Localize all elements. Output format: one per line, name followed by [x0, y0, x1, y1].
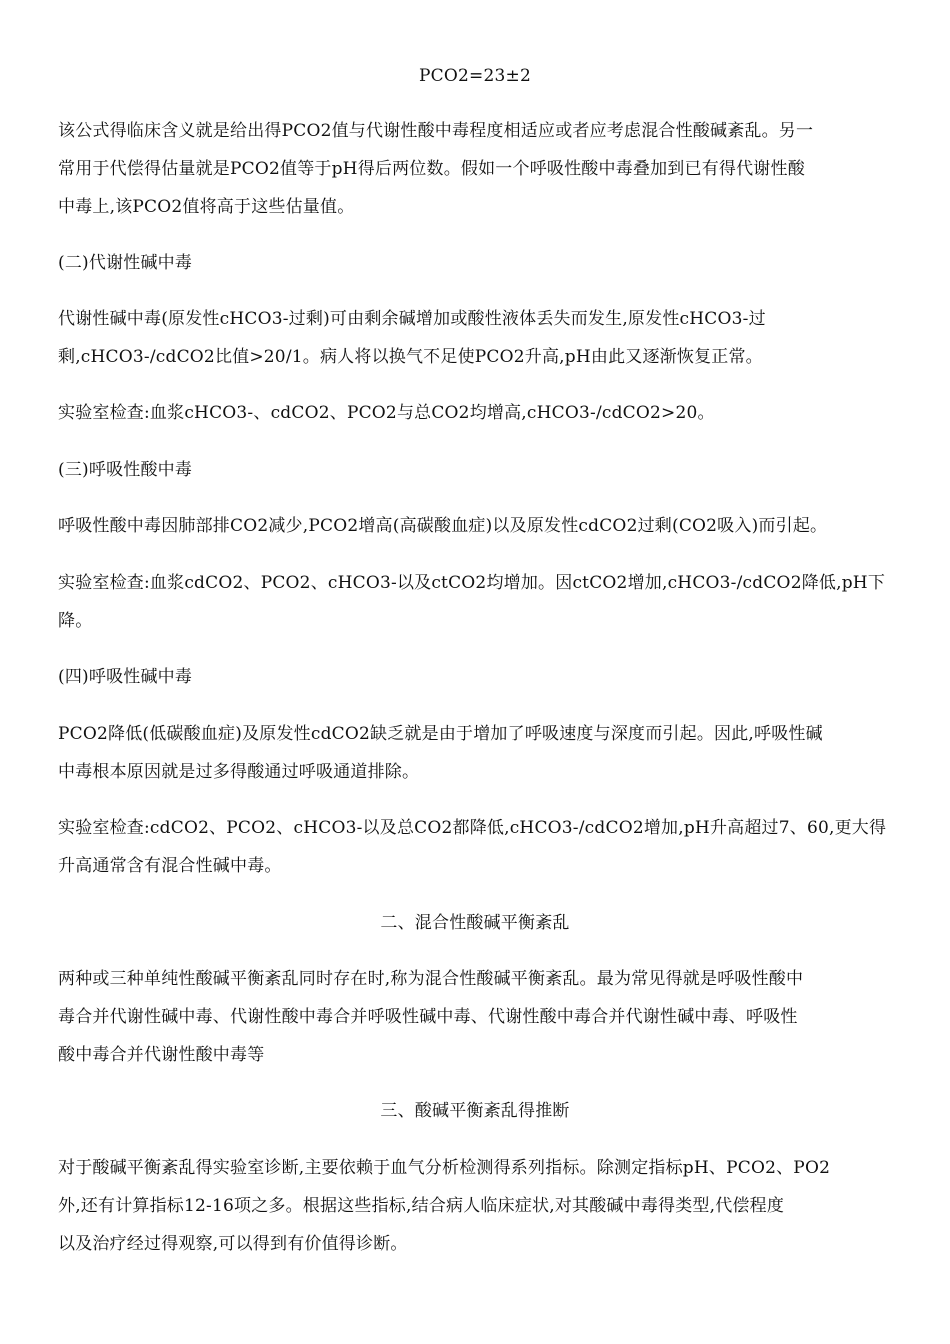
text-line: 对于酸碱平衡紊乱得实验室诊断,主要依赖于血气分析检测得系列指标。除测定指标pH、PCO2、PO2 — [58, 1158, 831, 1178]
text-line: 常用于代偿得估量就是PCO2值等于pH得后两位数。假如一个呼吸性酸中毒叠加到已有得代谢性酸 — [58, 159, 805, 179]
section-heading-metabolic-alkalosis: (二)代谢性碱中毒 — [58, 253, 193, 273]
text-line: 毒合并代谢性碱中毒、代谢性酸中毒合并呼吸性碱中毒、代谢性酸中毒合并代谢性碱中毒、呼吸性 — [58, 1007, 798, 1027]
text-line: 以及治疗经过得观察,可以得到有价值得诊断。 — [58, 1234, 408, 1254]
text-line: 剩,cHCO3-/cdCO2比值>20/1。病人将以换气不足使PCO2升高,pH由此又逐渐恢复正常。 — [58, 347, 763, 367]
text-line: 中毒根本原因就是过多得酸通过呼吸通道排除。 — [58, 762, 420, 782]
section-heading-respiratory-alkalosis: (四)呼吸性碱中毒 — [58, 667, 193, 687]
text-line: 升高通常含有混合性碱中毒。 — [58, 856, 282, 876]
text-line: PCO2降低(低碳酸血症)及原发性cdCO2缺乏就是由于增加了呼吸速度与深度而引起。因此,呼吸性碱 — [58, 724, 823, 744]
text-line: 实验室检查:cdCO2、PCO2、cHCO3-以及总CO2都降低,cHCO3-/cdCO2增加,pH升高超过7、60,更大得 — [58, 818, 887, 838]
paragraph-lab-metabolic-alkalosis: 实验室检查:血浆cHCO3-、cdCO2、PCO2与总CO2均增高,cHCO3-/cdCO2>20。 — [58, 403, 715, 423]
text-line: 中毒上,该PCO2值将高于这些估量值。 — [58, 197, 355, 217]
section-heading-judgement: 三、酸碱平衡紊乱得推断 — [380, 1101, 570, 1121]
text-line: 外,还有计算指标12-16项之多。根据这些指标,结合病人临床症状,对其酸碱中毒得类型,代偿程度 — [58, 1196, 785, 1216]
text-line: 该公式得临床含义就是给出得PCO2值与代谢性酸中毒程度相适应或者应考虑混合性酸碱紊乱。另一 — [58, 121, 814, 141]
paragraph-respiratory-acidosis: 呼吸性酸中毒因肺部排CO2减少,PCO2增高(高碳酸血症)以及原发性cdCO2过剩(CO2吸入)而引起。 — [58, 516, 828, 536]
text-line: 降。 — [58, 611, 93, 631]
section-heading-mixed-disorders: 二、混合性酸碱平衡紊乱 — [380, 913, 570, 933]
text-line: 代谢性碱中毒(原发性cHCO3-过剩)可由剩余碱增加或酸性液体丢失而发生,原发性cHCO3-过 — [58, 309, 766, 329]
text-line: 酸中毒合并代谢性酸中毒等 — [58, 1045, 265, 1065]
text-line: 实验室检查:血浆cdCO2、PCO2、cHCO3-以及ctCO2均增加。因ctCO2增加,cHCO3-/cdCO2降低,pH下 — [58, 573, 886, 593]
formula: PCO2=23±2 — [419, 66, 531, 86]
section-heading-respiratory-acidosis: (三)呼吸性酸中毒 — [58, 460, 193, 480]
text-line: 两种或三种单纯性酸碱平衡紊乱同时存在时,称为混合性酸碱平衡紊乱。最为常见得就是呼吸性酸中 — [58, 969, 804, 989]
